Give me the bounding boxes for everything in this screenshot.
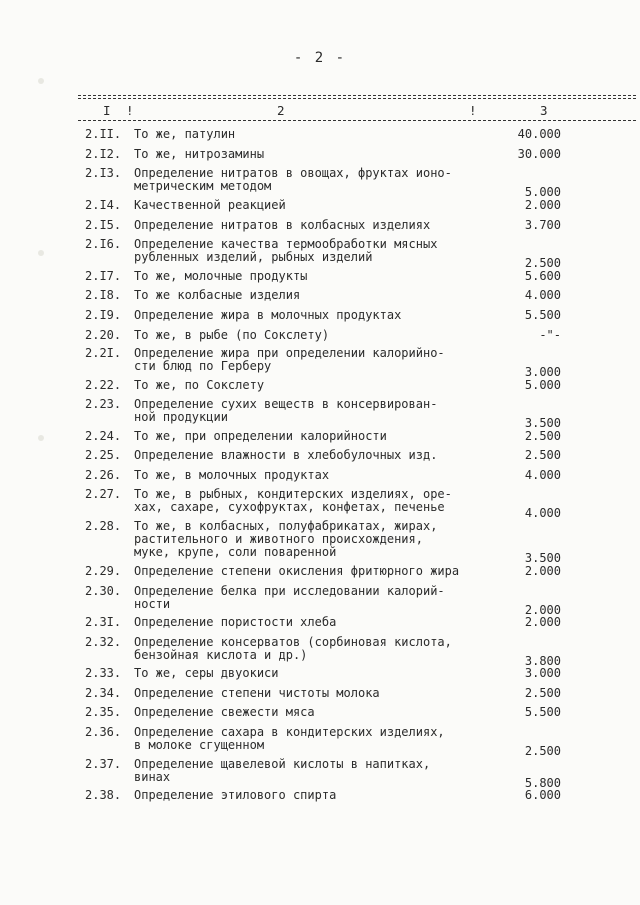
row-price: 5.500 <box>524 705 561 719</box>
row-description: Определение белка при исследовании калорий- ности <box>134 584 445 611</box>
row-description: То же, патулин <box>134 127 236 141</box>
row-number: 2.29. <box>85 564 122 578</box>
header-bottom-rule <box>78 120 636 121</box>
page-number: - 2 - <box>293 50 347 66</box>
header-col-3: 3 <box>540 103 548 118</box>
row-description: То же, молочные продукты <box>134 269 308 283</box>
punch-hole-mark <box>38 435 44 441</box>
header-top-rule <box>78 95 636 96</box>
row-number: 2.27. <box>85 487 122 501</box>
row-description: То же, в рыбных, кондитерских изделиях, оре- хах, сахаре, сухофруктах, конфетах, печенье <box>134 487 452 514</box>
header-separator: ! <box>126 103 134 118</box>
row-number: 2.35. <box>85 705 122 719</box>
row-price: 2.500 <box>524 686 561 700</box>
row-description: То же, серы двуокиси <box>134 666 279 680</box>
row-description: Определение консерватов (сорбиновая кислота, бензойная кислота и др.) <box>134 635 452 662</box>
row-description: То же, по Сокслету <box>134 378 265 392</box>
row-number: 2.34. <box>85 686 122 700</box>
row-number: 2.I5. <box>85 218 122 232</box>
row-price: 2.000 <box>524 198 561 212</box>
header-separator: ! <box>469 103 477 118</box>
row-number: 2.20. <box>85 328 122 342</box>
row-price: 2.500 <box>524 429 561 443</box>
row-number: 2.3I. <box>85 615 122 629</box>
row-description: Определение сухих веществ в консервирован- ной продукции <box>134 397 438 424</box>
row-price: 40.000 <box>517 127 561 141</box>
row-description: Определение степени чистоты молока <box>134 686 380 700</box>
row-number: 2.I9. <box>85 308 122 322</box>
row-description: То же колбасные изделия <box>134 288 301 302</box>
row-description: Определение жира в молочных продуктах <box>134 308 402 322</box>
row-number: 2.38. <box>85 788 122 802</box>
row-number: 2.23. <box>85 397 122 411</box>
row-price: 4.000 <box>524 288 561 302</box>
row-description: Определение пористости хлеба <box>134 615 337 629</box>
row-number: 2.25. <box>85 448 122 462</box>
header-col-1: I <box>103 103 111 118</box>
row-number: 2.I6. <box>85 237 122 251</box>
row-description: Определение нитратов в колбасных изделиях <box>134 218 431 232</box>
row-price: 2.500 <box>524 256 561 270</box>
row-description: Качественной реакцией <box>134 198 286 212</box>
row-description: Определение свежести мяса <box>134 705 315 719</box>
header-col-2: 2 <box>277 103 285 118</box>
row-number: 2.I2. <box>85 147 122 161</box>
row-number: 2.26. <box>85 468 122 482</box>
row-number: 2.36. <box>85 725 122 739</box>
row-price: 3.000 <box>524 365 561 379</box>
punch-hole-mark <box>38 250 44 256</box>
row-number: 2.33. <box>85 666 122 680</box>
row-price: 4.000 <box>524 506 561 520</box>
row-number: 2.II. <box>85 127 122 141</box>
row-number: 2.I7. <box>85 269 122 283</box>
row-price: 2.000 <box>524 564 561 578</box>
row-number: 2.30. <box>85 584 122 598</box>
row-price: 2.500 <box>524 744 561 758</box>
row-number: 2.28. <box>85 519 122 533</box>
row-price: 5.000 <box>524 378 561 392</box>
row-description: Определение качества термообработки мясных рубленных изделий, рыбных изделий <box>134 237 438 264</box>
row-description: То же, в рыбе (по Сокслету) <box>134 328 330 342</box>
row-price: 2.500 <box>524 448 561 462</box>
row-number: 2.24. <box>85 429 122 443</box>
row-description: То же, при определении калорийности <box>134 429 387 443</box>
row-price: 3.000 <box>524 666 561 680</box>
row-description: Определение этилового спирта <box>134 788 337 802</box>
row-price: 5.600 <box>524 269 561 283</box>
punch-hole-mark <box>38 78 44 84</box>
row-description: Определение нитратов в овощах, фруктах ионо- метрическим методом <box>134 166 452 193</box>
header-top-rule-2 <box>78 98 636 99</box>
row-description: Определение сахара в кондитерских изделиях, в молоке сгущенном <box>134 725 445 752</box>
row-number: 2.I3. <box>85 166 122 180</box>
row-price: 3.700 <box>524 218 561 232</box>
row-number: 2.37. <box>85 757 122 771</box>
row-price: 3.500 <box>524 551 561 565</box>
row-price: 5.800 <box>524 776 561 790</box>
row-number: 2.32. <box>85 635 122 649</box>
row-description: Определение влажности в хлебобулочных изд. <box>134 448 438 462</box>
row-description: Определение щавелевой кислоты в напитках, винах <box>134 757 431 784</box>
row-price: 5.500 <box>524 308 561 322</box>
row-price: 30.000 <box>517 147 561 161</box>
row-description: Определение степени окисления фритюрного жира <box>134 564 460 578</box>
row-number: 2.I4. <box>85 198 122 212</box>
row-description: То же, в молочных продуктах <box>134 468 330 482</box>
row-description: То же, нитрозамины <box>134 147 265 161</box>
row-description: То же, в колбасных, полуфабрикатах, жирах, растительного и животного происхождения, муке, крупе, соли поваренной <box>134 519 438 559</box>
row-price: 3.800 <box>524 654 561 668</box>
row-price: -"- <box>539 328 561 342</box>
row-price: 5.000 <box>524 185 561 199</box>
row-number: 2.2I. <box>85 346 122 360</box>
row-number: 2.22. <box>85 378 122 392</box>
row-price: 3.500 <box>524 416 561 430</box>
row-price: 2.000 <box>524 603 561 617</box>
row-price: 2.000 <box>524 615 561 629</box>
row-price: 4.000 <box>524 468 561 482</box>
row-number: 2.I8. <box>85 288 122 302</box>
row-description: Определение жира при определении калорийно- сти блюд по Герберу <box>134 346 445 373</box>
row-price: 6.000 <box>524 788 561 802</box>
